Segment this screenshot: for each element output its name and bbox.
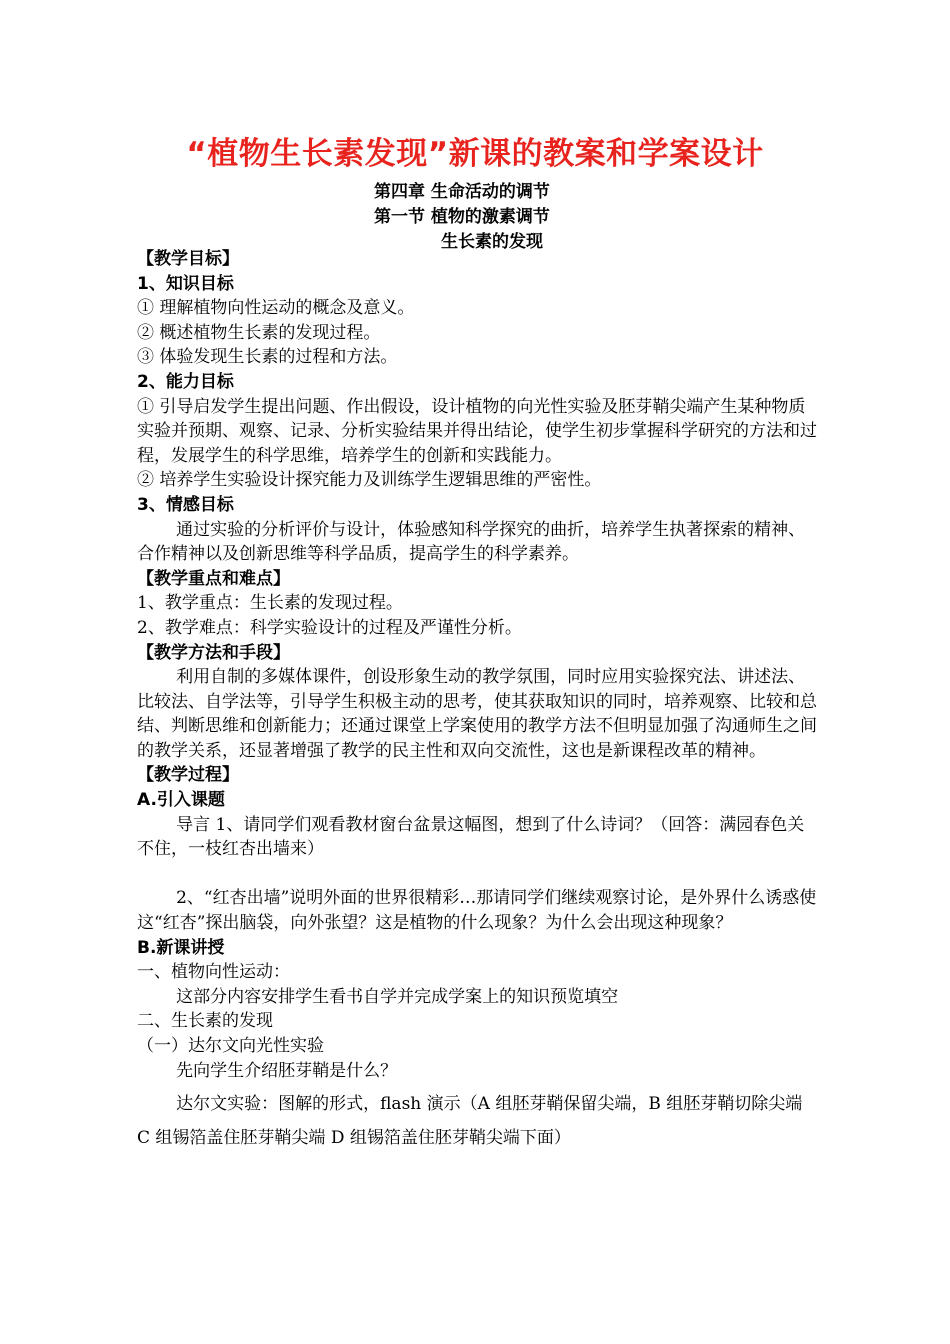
process-heading: 【教学过程】: [137, 765, 239, 786]
knowledge-item: ③ 体验发现生长素的过程和方法。: [137, 347, 398, 368]
part-subheading: （一）达尔文向光性实验: [137, 1036, 324, 1056]
key-item: 2、教学难点：科学实验设计的过程及严谨性分析。: [137, 617, 522, 638]
objectives-heading: 【教学目标】: [137, 249, 239, 269]
document-body: [137, 247, 817, 1155]
spacer: [137, 862, 817, 887]
chapter-heading: 第四章 生命活动的调节: [374, 182, 550, 202]
intro-heading: A.引入课题: [137, 790, 225, 811]
ability-item: ② 培养学生实验设计探究能力及训练学生逻辑思维的严密性。: [137, 470, 602, 491]
ability-heading: 2、能力目标: [137, 371, 234, 392]
knowledge-item: ② 概述植物生长素的发现过程。: [137, 322, 381, 343]
part-heading: 一、植物向性运动：: [137, 962, 290, 983]
topic-heading: 生长素的发现: [441, 232, 543, 252]
key-item: 1、教学重点：生长素的发现过程。: [137, 593, 403, 614]
knowledge-item: ① 理解植物向性运动的概念及意义。: [137, 298, 415, 319]
experiment-text: 达尔文实验：图解的形式，flash 演示（A 组胚芽鞘保留尖端，B 组胚芽鞘切除尖端 C 组锡箔盖住胚芽鞘尖端 D 组锡箔盖住胚芽鞘尖端下面）: [137, 1094, 803, 1149]
part-heading: 二、生长素的发现: [137, 1011, 273, 1032]
ability-item: ① 引导启发学生提出问题、作出假设，设计植物的向光性实验及胚芽鞘尖端产生某种物质实验并预期、观察、记录、分析实验结果并得出结论，使学生初步掌握科学研究的方法和过程，发展学生的科学思维，培养学生的创新和实践能力。: [137, 396, 817, 466]
emotion-text: 通过实验的分析评价与设计，体验感知科学探究的曲折，培养学生执著探索的精神、合作精神以及创新思维等科学品质，提高学生的科学素养。: [137, 519, 806, 565]
document-title: “植物生长素发现”新课的教案和学案设计: [186, 136, 764, 172]
new-lesson-heading: B.新课讲授: [137, 937, 225, 958]
knowledge-heading: 1、知识目标: [137, 273, 234, 294]
part-text: 先向学生介绍胚芽鞘是什么？: [176, 1060, 398, 1081]
intro-paragraph: 2、“红杏出墙”说明外面的世界很精彩…那请同学们继续观察讨论，是外界什么诱惑使这“红杏”探出脑袋，向外张望？这是植物的什么现象？为什么会出现这种现象？: [137, 888, 817, 934]
part-text: 这部分内容安排学生看书自学并完成学案上的知识预览填空: [176, 986, 619, 1007]
section-heading: 第一节 植物的激素调节: [374, 207, 550, 227]
method-text: 利用自制的多媒体课件，创设形象生动的教学氛围，同时应用实验探究法、讲述法、比较法、自学法等，引导学生积极主动的思考，使其获取知识的同时，培养观察、比较和总结、判断思维和创新能力；还通过课堂上学案使用的教学方法不但明显加强了沟通师生之间的教学关系，还显著增强了教学的民主性和双向交流性，这也是新课程改革的精神。: [137, 667, 817, 761]
key-heading: 【教学重点和难点】: [137, 568, 290, 589]
intro-paragraph: 导言 1、请同学们观看教材窗台盆景这幅图，想到了什么诗词？（回答：满园春色关不住，一枝红杏出墙来）: [137, 814, 805, 860]
emotion-heading: 3、情感目标: [137, 494, 234, 515]
method-heading: 【教学方法和手段】: [137, 642, 290, 663]
